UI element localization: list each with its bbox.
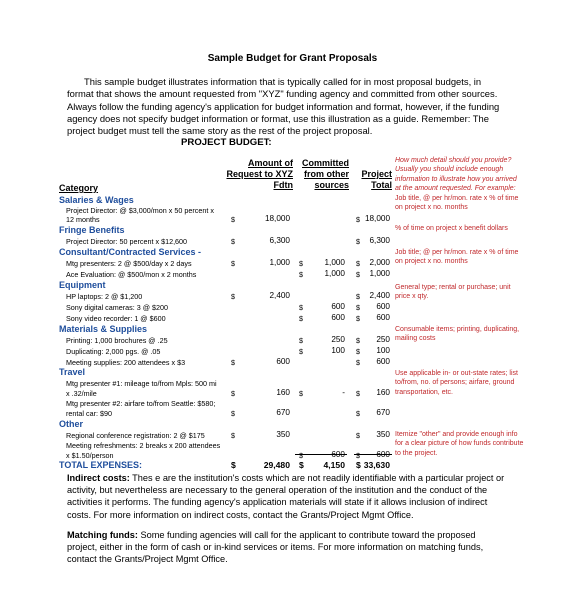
category-label: Materials & Supplies — [59, 324, 148, 334]
guidance-note-line: information to illustrate how you arrived — [395, 175, 517, 183]
document-title: Sample Budget for Grant Proposals — [207, 53, 378, 64]
dollar-sign: $ — [231, 460, 236, 470]
guidance-note-line: How much detail should you provide? — [395, 157, 512, 164]
project-total-value: 600 — [376, 313, 390, 322]
guidance-note — [395, 325, 535, 344]
project-total-value: 600 — [376, 302, 390, 311]
dollar-sign: $ — [299, 389, 303, 398]
guidance-note-line: transportation, etc. — [395, 388, 453, 396]
guidance-note-line: % of time on project x benefit dollars — [395, 225, 508, 232]
amount-requested-value: 6,300 — [269, 236, 290, 245]
guidance-note-line: mailing costs — [395, 335, 436, 343]
guidance-note-line: Itemize "other" and provide enough info — [395, 431, 518, 438]
dollar-sign: $ — [356, 451, 360, 460]
dollar-sign: $ — [356, 431, 360, 440]
intro-line: This sample budget illustrates information that is typically called for in most proposal budgets, in — [84, 76, 482, 87]
dollar-sign: $ — [231, 358, 235, 367]
project-total-value: 600 — [376, 450, 390, 459]
committed-value: 600 — [331, 302, 345, 311]
committed-value: 4,150 — [323, 460, 345, 470]
dollar-sign: $ — [231, 389, 235, 398]
guidance-note — [395, 194, 535, 213]
guidance-note-line: Use applicable in- or out-state rates; list — [395, 370, 518, 377]
committed-value: 100 — [331, 346, 345, 355]
dollar-sign: $ — [231, 292, 235, 301]
project-total-value: 250 — [376, 335, 390, 344]
line-item-label: Mtg presenter #2: airfare to/from Seattle: $580; — [66, 399, 216, 408]
project-total-value: 18,000 — [364, 214, 390, 223]
line-item-label: rental car: $90 — [66, 409, 112, 418]
amount-requested-value: 1,000 — [269, 258, 290, 267]
dollar-sign: $ — [299, 451, 303, 460]
committed-header: Committed from other sources — [302, 158, 349, 190]
line-item-label: Sony digital cameras: 3 @ $200 — [66, 303, 168, 312]
dollar-sign: $ — [231, 409, 235, 418]
dollar-sign: $ — [299, 314, 303, 323]
dollar-sign: $ — [356, 292, 360, 301]
amount-requested-value: 29,480 — [263, 460, 290, 470]
dollar-sign: $ — [356, 347, 360, 356]
sum-line-committed — [295, 454, 347, 455]
category-header: Category — [59, 183, 99, 193]
line-item-label: 12 months — [66, 215, 100, 224]
intro-line: agency does not specify budget information or format, use this illustration as a guide. Remember: The — [67, 112, 489, 124]
committed-value: 600 — [331, 450, 345, 459]
project-total-value: 6,300 — [369, 236, 390, 245]
guidance-note — [395, 430, 535, 458]
dollar-sign: $ — [356, 303, 360, 312]
line-item-label: Meeting refreshments: 2 breaks x 200 attendees — [66, 441, 221, 450]
sum-line-total — [354, 454, 392, 455]
line-item-label: Meeting supplies: 200 attendees x $3 — [66, 358, 186, 367]
guidance-note-line: General type; rental or purchase; unit — [395, 284, 511, 291]
amount-requested-value: 2,400 — [269, 291, 290, 300]
dollar-sign: $ — [299, 270, 303, 279]
project-total-value: 33,630 — [363, 460, 390, 470]
guidance-note-line: Usually you should include enough — [395, 166, 504, 174]
project-total-value: 1,000 — [369, 269, 390, 278]
matching-funds-label: Matching funds: — [67, 530, 138, 540]
guidance-note-line: price x qty. — [395, 293, 429, 301]
dollar-sign: $ — [299, 347, 303, 356]
line-item-label: Mtg presenters: 2 @ $500/day x 2 days — [66, 259, 192, 268]
intro-line: format that shows the amount requested from "XYZ" funding agency and committed from other sources. — [67, 88, 498, 100]
dollar-sign: $ — [356, 389, 360, 398]
dollar-sign: $ — [356, 270, 360, 279]
guidance-note-line: Job title; @ per hr/mon. rate x % of time — [395, 249, 519, 256]
intro-line: Always follow the funding agency's application for budget information and format, however, if the funding — [67, 100, 500, 112]
dollar-sign: $ — [356, 237, 360, 246]
line-item-label: Project Director: 50 percent x $12,600 — [66, 237, 188, 246]
dollar-sign: $ — [356, 409, 360, 418]
amount-requested-header: Amount of Request to XYZ Fdtn — [226, 158, 293, 190]
project-total-header: Project Total — [361, 169, 392, 190]
intro-line: project budget must tell the same story as the rest of the project proposal. — [67, 125, 373, 137]
dollar-sign: $ — [299, 259, 303, 268]
line-item-label: Sony video recorder: 1 @ $600 — [66, 314, 166, 323]
guidance-note — [395, 224, 535, 233]
dollar-sign: $ — [231, 237, 235, 246]
dollar-sign: $ — [299, 303, 303, 312]
amount-requested-value: 670 — [276, 408, 290, 417]
amount-requested-value: 18,000 — [264, 214, 290, 223]
guidance-note — [395, 248, 535, 267]
guidance-note — [395, 369, 535, 397]
guidance-note-line: on project x no. months — [395, 204, 468, 212]
committed-value: 1,000 — [324, 269, 345, 278]
guidance-note-line: Consumable items; printing, duplicating, — [395, 326, 520, 333]
committed-value: - — [342, 388, 345, 397]
project-total-value: 100 — [376, 346, 390, 355]
committed-value: 250 — [331, 335, 345, 344]
project-total-value: 600 — [376, 357, 390, 366]
line-item-label: Printing: 1,000 brochures @ .25 — [66, 336, 168, 345]
dollar-sign: $ — [356, 314, 360, 323]
line-item-label: Duplicating: 2,000 pgs. @ .05 — [66, 347, 161, 356]
guidance-note-line: Job title, @ per hr/mon. rate x % of time — [395, 195, 519, 202]
dollar-sign: $ — [356, 259, 360, 268]
project-total-value: 350 — [376, 430, 390, 439]
category-label: Fringe Benefits — [59, 225, 125, 235]
dollar-sign: $ — [231, 431, 235, 440]
category-label: Other — [59, 419, 84, 429]
guidance-note-line: to the project. — [395, 449, 438, 457]
category-label: Equipment — [59, 280, 106, 290]
matching-funds-paragraph: Matching funds: Some funding agencies will call for the applicant to contribute toward the proposed project, either in the form of cash or in-kind services or items. For more information on matching funds, contact the Grants/Project Mgmt Office. — [67, 530, 484, 565]
dollar-sign: $ — [356, 358, 360, 367]
indirect-costs-label: Indirect costs: — [67, 473, 130, 483]
dollar-sign: $ — [356, 336, 360, 345]
guidance-note-line: on project x no. months — [395, 258, 468, 266]
line-item-label: x $1.50/person — [66, 451, 114, 460]
guidance-note-line: at the amount requested. For example: — [395, 185, 516, 193]
dollar-sign: $ — [231, 215, 235, 224]
dollar-sign: $ — [231, 259, 235, 268]
dollar-sign: $ — [356, 215, 360, 224]
total-label: TOTAL EXPENSES: — [59, 460, 143, 470]
dollar-sign: $ — [299, 336, 303, 345]
project-total-value: 160 — [376, 388, 390, 397]
committed-value: 1,000 — [324, 258, 345, 267]
line-item-label: Project Director: @ $3,000/mon x 50 percent x — [66, 206, 214, 215]
intro-paragraph — [67, 76, 517, 137]
amount-requested-value: 350 — [276, 430, 290, 439]
category-label: Consultant/Contracted Services - — [59, 247, 202, 257]
category-label: Travel — [59, 367, 86, 377]
indirect-costs-paragraph: Indirect costs: Thes e are the institution's costs which are not readily identifiable with a particular project or activity, but nevertheless are necessary to the general operation of the institution and the conduct of the activities it performs. The funding agency's application materials will state if it allows inclusion of indirect costs. For more information on indirect costs, contact the Grants/Project Mgmt Office. — [67, 473, 505, 520]
line-item-label: Mtg presenter #1: mileage to/from Mpls: 500 mi — [66, 379, 217, 388]
guidance-note — [395, 283, 535, 302]
guidance-note-line: for a clear picture of how funds contribute — [395, 440, 524, 448]
project-total-value: 2,400 — [369, 291, 390, 300]
category-label: Salaries & Wages — [59, 195, 134, 205]
guidance-note — [395, 156, 535, 194]
line-item-label: HP laptops: 2 @ $1,200 — [66, 292, 143, 301]
dollar-sign: $ — [356, 460, 361, 470]
line-item-label: Ace Evaluation: @ $500/mon x 2 months — [66, 270, 197, 279]
project-total-value: 2,000 — [369, 258, 390, 267]
amount-requested-value: 600 — [276, 357, 290, 366]
guidance-note-line: to/from, no. of persons; airfare, ground — [395, 379, 515, 387]
project-total-value: 670 — [376, 408, 390, 417]
committed-value: 600 — [331, 313, 345, 322]
line-item-label: x .32/mile — [66, 389, 97, 398]
line-item-label: Regional conference registration: 2 @ $175 — [66, 431, 205, 440]
amount-requested-value: 160 — [276, 388, 290, 397]
project-budget-heading: PROJECT BUDGET: — [181, 137, 272, 148]
dollar-sign: $ — [299, 460, 304, 470]
